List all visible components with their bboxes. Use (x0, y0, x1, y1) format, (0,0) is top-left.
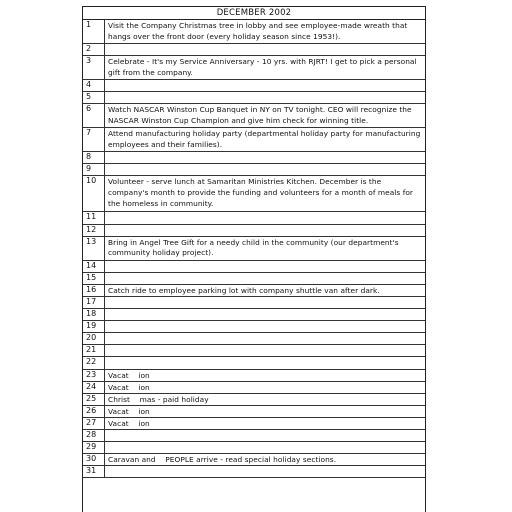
column-divider (104, 237, 105, 260)
column-divider (104, 152, 105, 163)
calendar-row (83, 442, 425, 454)
column-divider (104, 261, 105, 272)
calendar-row (83, 309, 425, 321)
calendar-row (83, 297, 425, 309)
day-entry: Celebrate - It's my Service Anniversary - 10 yrs. with RJRT! I get to pick a personal gift from the company. (108, 57, 420, 77)
calendar-row (83, 212, 425, 224)
column-divider (104, 285, 105, 296)
calendar-row (83, 430, 425, 442)
day-entry: Catch ride to employee parking lot with company shuttle van after dark. (108, 285, 380, 295)
column-divider (104, 309, 105, 320)
calendar-row (83, 370, 425, 382)
day-number: 7 (86, 128, 92, 138)
day-entry (104, 44, 425, 55)
calendar-row (83, 92, 425, 104)
column-divider (104, 164, 105, 175)
column-divider (104, 370, 105, 381)
day-number: 26 (86, 405, 97, 415)
day-number: 29 (86, 442, 97, 452)
day-entry (104, 80, 425, 91)
calendar-row (83, 394, 425, 406)
day-entry (104, 466, 425, 477)
day-number: 25 (86, 393, 97, 403)
day-number: 3 (86, 56, 92, 66)
day-entry: Vacat ion (108, 382, 150, 392)
day-number: 27 (86, 417, 97, 427)
calendar-row (83, 104, 425, 128)
calendar-row (83, 273, 425, 285)
column-divider (104, 225, 105, 236)
day-number: 22 (86, 357, 97, 367)
calendar-row (83, 418, 425, 430)
day-number: 12 (86, 224, 97, 234)
day-entry (104, 442, 425, 453)
column-divider (104, 176, 105, 211)
day-number: 24 (86, 381, 97, 391)
calendar-row (83, 44, 425, 56)
column-divider (104, 442, 105, 453)
day-entry (104, 225, 425, 236)
day-number: 6 (86, 104, 92, 114)
calendar-row (83, 80, 425, 92)
calendar-row (83, 454, 425, 466)
day-number: 17 (86, 296, 97, 306)
day-number: 18 (86, 309, 97, 319)
calendar-row (83, 176, 425, 212)
calendar-row (83, 164, 425, 176)
calendar-row (83, 406, 425, 418)
day-number: 15 (86, 272, 97, 282)
column-divider (104, 321, 105, 332)
day-number: 28 (86, 429, 97, 439)
column-divider (104, 273, 105, 284)
day-number: 16 (86, 284, 97, 294)
column-divider (104, 418, 105, 429)
day-entry (104, 309, 425, 320)
column-divider (104, 345, 105, 356)
day-entry: Vacat ion (108, 418, 150, 428)
day-number: 10 (86, 176, 97, 186)
column-divider (104, 333, 105, 344)
column-divider (104, 212, 105, 223)
day-number: 19 (86, 321, 97, 331)
day-number: 5 (86, 92, 92, 102)
day-entry: Visit the Company Christmas tree in lobby and see employee-made wreath that hangs over the front door (every holiday season since 1953!). (108, 21, 410, 41)
day-entry (104, 261, 425, 272)
day-entry: Watch NASCAR Winston Cup Banquet in NY on TV tonight. CEO will recognize the NASCAR Winston Cup Champion and give him check for winning title. (108, 105, 415, 125)
calendar-row (83, 285, 425, 297)
day-entry: Volunteer - serve lunch at Samaritan Ministries Kitchen. December is the company's month to provide the funding and volunteers for a month of meals for the homeless in community. (108, 177, 416, 208)
calendar-row (83, 357, 425, 369)
calendar-row (83, 128, 425, 152)
day-entry: Vacat ion (108, 370, 150, 380)
column-divider (104, 394, 105, 405)
column-divider (104, 20, 105, 43)
column-divider (104, 44, 105, 55)
day-entry: Caravan and PEOPLE arrive - read special holiday sections. (108, 455, 337, 465)
day-entry (104, 212, 425, 223)
day-number: 11 (86, 212, 97, 222)
column-divider (104, 92, 105, 103)
day-entry (104, 92, 425, 103)
column-divider (104, 454, 105, 465)
calendar-row (83, 56, 425, 80)
calendar-row (83, 466, 425, 478)
day-number: 4 (86, 80, 92, 90)
day-number: 13 (86, 236, 97, 246)
day-entry: Attend manufacturing holiday party (departmental holiday party for manufacturing employees and their families). (108, 129, 423, 149)
day-entry (104, 430, 425, 441)
day-number: 14 (86, 260, 97, 270)
column-divider (104, 406, 105, 417)
day-number: 1 (86, 20, 92, 29)
day-entry: Vacat ion (108, 406, 150, 416)
day-entry (104, 152, 425, 163)
day-entry (104, 345, 425, 356)
calendar-row (83, 321, 425, 333)
day-number: 8 (86, 152, 92, 162)
calendar-rows (83, 20, 425, 478)
column-divider (104, 56, 105, 79)
column-divider (104, 104, 105, 127)
day-entry (104, 321, 425, 332)
calendar-row (83, 225, 425, 237)
day-number: 23 (86, 369, 97, 379)
day-number: 21 (86, 345, 97, 355)
day-number: 20 (86, 333, 97, 343)
day-number: 31 (86, 466, 97, 476)
column-divider (104, 466, 105, 477)
calendar-row (83, 152, 425, 164)
day-entry: Bring in Angel Tree Gift for a needy child in the community (our department's community holiday project). (108, 237, 402, 258)
calendar-sheet (82, 6, 426, 512)
day-entry (104, 333, 425, 344)
day-entry (104, 164, 425, 175)
calendar-row (83, 261, 425, 273)
column-divider (104, 297, 105, 308)
column-divider (104, 357, 105, 368)
day-entry (104, 297, 425, 308)
calendar-title: DECEMBER 2002 (83, 7, 425, 20)
day-number: 9 (86, 164, 92, 174)
calendar-row (83, 382, 425, 394)
day-number: 2 (86, 44, 92, 53)
column-divider (104, 128, 105, 151)
day-entry (104, 273, 425, 284)
column-divider (104, 382, 105, 393)
calendar-row (83, 20, 425, 44)
calendar-row (83, 345, 425, 357)
calendar-row (83, 237, 425, 261)
day-entry (104, 357, 425, 368)
column-divider (104, 430, 105, 441)
calendar-row (83, 333, 425, 345)
day-number: 30 (86, 454, 97, 464)
column-divider (104, 80, 105, 91)
day-entry: Christ mas - paid holiday (108, 394, 209, 404)
